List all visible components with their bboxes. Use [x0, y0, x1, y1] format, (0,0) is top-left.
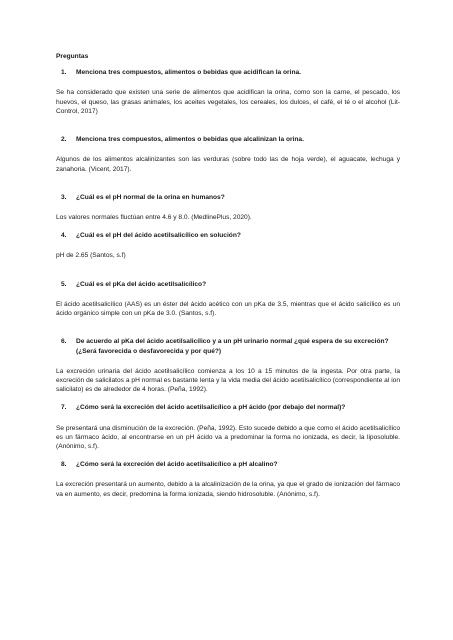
question-text: ¿Cuál es el pH del ácido acetilsalicílico en solución? [76, 232, 241, 240]
question-text: Menciona tres compuestos, alimentos o bebidas que alcalinizan la orina. [76, 136, 304, 144]
answer-4: pH de 2.65 (Santos, s.f) [56, 252, 126, 260]
question-2 [56, 135, 400, 144]
answer-1: Se ha considerado que existen una serie de alimentos que acidifican la orina, como son la carne, el pescado, los huevos, el queso, las grasas animales, los aceites vegetales, los cereales, los dulces, el café, el té o el alcohol (Lit-Control, 2017) [56, 89, 400, 115]
answer-3: Los valores normales fluctúan entre 4.6 y 8.0. (MedlinePlus, 2020). [56, 213, 252, 221]
question-4 [56, 231, 400, 240]
question-text: Menciona tres compuestos, alimentos o bebidas que acidifican la orina. [76, 69, 301, 77]
answer-6: La excreción urinaria del ácido acetilsalicílico comienza a los 10 a 15 minutos de la ingesta. Por otra parte, la excreción de salicilatos a pH normal es bastante lenta y la vida media del ácido acetilsalicílico (correspondiente al ion salicilato) es de alrededor de 4 horas. (Peña, 1992). [56, 367, 400, 394]
answer-2: Algunos de los alimentos alcalinizantes son las verduras (sobre todo las de hoja verde), el aguacate, lechuga y zanahoria. (Vicent, 2017). [56, 156, 400, 173]
question-number: 6. [61, 338, 67, 346]
question-8 [56, 460, 400, 469]
question-number: 4. [61, 232, 67, 240]
question-5 [56, 280, 400, 289]
answer-7: Se presentará una disminución de la excreción. (Peña, 1992). Esto sucede debido a que como el ácido acetilsalicílico es un fármaco ácido, al encontrarse en un pH ácido va a predominar la forma no ionizada, es decir, la liposoluble. (Anónimo, s.f). [56, 424, 400, 451]
question-text: ¿Cuál es el pKa del ácido acetilsalicílico? [76, 280, 207, 288]
question-3 [56, 193, 400, 202]
question-text: ¿Cuál es el pH normal de la orina en humanos? [76, 193, 225, 201]
question-number: 1. [61, 69, 67, 77]
question-number: 3. [61, 193, 67, 201]
question-text: De acuerdo al pKa del ácido acetilsalicílico y a un pH urinario normal ¿qué espera de su excreción? (¿Será favorecida o desfavorecida y por qué?) [76, 338, 389, 355]
question-text: ¿Cómo será la excreción del ácido acetilsalicílico a pH alcalino? [76, 461, 278, 469]
document-page [56, 52, 400, 499]
question-number: 5. [61, 280, 67, 288]
question-number: 2. [61, 136, 67, 144]
document-title: Preguntas [56, 53, 89, 60]
question-6 [56, 337, 400, 355]
question-number: 7. [61, 404, 67, 412]
answer-5: El ácido acetilsalicílico (AAS) es un éster del ácido acético con un pKa de 3.5, mientras que el ácido salicílico es un ácido orgánico simple con un pKa de 3.0. (Santos, s.f). [56, 300, 400, 318]
question-text: ¿Cómo será la excreción del ácido acetilsalicílico a pH ácido (por debajo del normal)? [76, 404, 346, 412]
answer-8: La excreción presentará un aumento, debido a la alcalinización de la orina, ya que el grado de ionización del fármaco va en aumento, es decir, predomina la forma ionizada, siendo hidrosoluble. (Anónimo, s.f). [56, 481, 400, 498]
question-7 [56, 403, 400, 412]
question-number: 8. [61, 461, 67, 469]
question-1 [56, 68, 400, 77]
